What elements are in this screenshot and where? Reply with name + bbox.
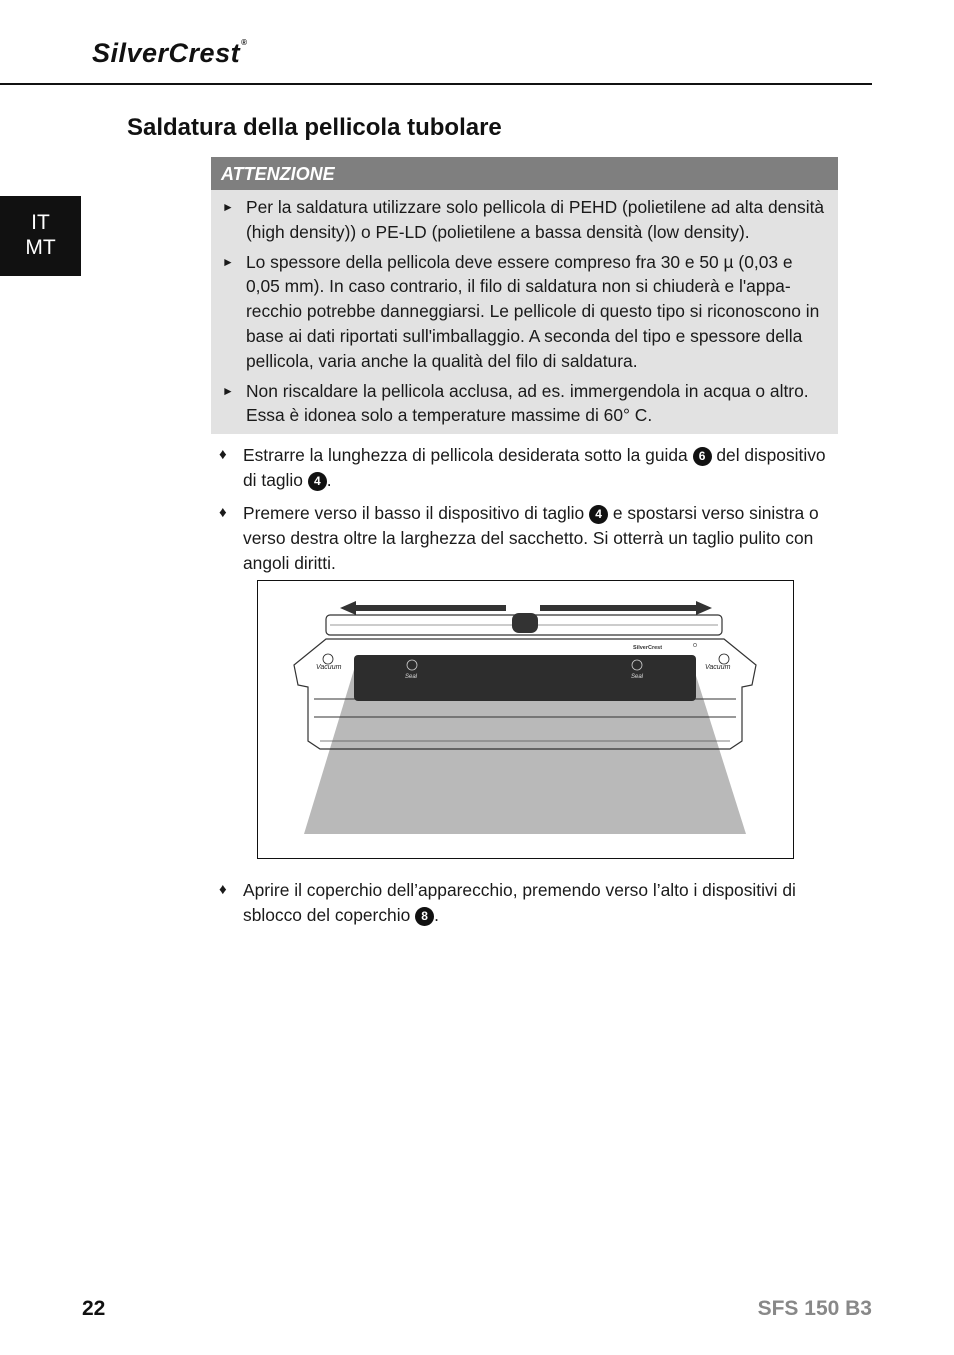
warning-item-text: Per la saldatura utilizzare solo pellicola di PEHD (polietilene ad alta densità (high density)) o PE-LD (polietilene a bassa densità (low density). — [246, 197, 825, 242]
part-number-badge: 4 — [308, 472, 327, 491]
language-code-it: IT — [31, 211, 50, 234]
section-title: Saldatura della pellicola tubolare — [127, 114, 502, 141]
instruction-step — [219, 878, 834, 928]
language-code-mt: MT — [25, 236, 56, 259]
step-text: Premere verso il basso il dispositivo di taglio — [243, 503, 590, 523]
part-number-badge: 4 — [589, 505, 608, 524]
part-number-badge: 6 — [693, 447, 712, 466]
hand-icon — [719, 654, 729, 664]
cutter-knob — [512, 613, 538, 633]
diamond-bullet-icon: ♦ — [219, 504, 227, 521]
instruction-step — [219, 443, 834, 493]
warning-item-text: Non riscaldare la pellicola acclusa, ad es. immergendola in acqua o altro. Essa è idonea solo a temperature massime di 60° C. — [246, 380, 809, 426]
indicator-light — [693, 643, 696, 646]
part-number-badge: 8 — [415, 907, 434, 926]
step-text: Aprire il coperchio dell’apparecchio, premendo verso l’alto i dispositivi di sblocco del coperchio — [243, 880, 796, 925]
warning-heading: ATTENZIONE — [211, 157, 838, 190]
step-text: . — [434, 904, 439, 925]
step-text: . — [326, 469, 332, 490]
arrow-left-icon — [340, 601, 356, 615]
warning-item — [211, 379, 838, 429]
registered-mark: ® — [241, 38, 248, 47]
step-text: del dispositivo di taglio — [243, 445, 826, 490]
seal-label-right: Seal — [631, 674, 644, 680]
vacuum-label-left: Vacuum — [316, 664, 342, 671]
warning-box — [211, 157, 838, 434]
header-divider — [0, 83, 872, 85]
warning-item-text: Lo spessore della pellicola deve essere compreso fra 30 e 50 µ (0,03 e 0,05 mm). In caso contrario, il filo di saldatura non si chiuderà e l'appa-recchio potrebbe danneggiarsi. Le pellicole di questo tipo si riconoscono in base ai dati riportati sull'imballaggio. A seconda del tipo e spessore della pellicola, varia anche la qualità del filo di saldatura. — [246, 251, 820, 371]
brand-text: SilverCrest — [92, 38, 241, 68]
brand-logo — [92, 38, 248, 69]
language-tab — [0, 196, 81, 276]
page-number: 22 — [82, 1297, 106, 1320]
step-text: e spostarsi verso sinistra o verso destra oltre la larghezza del sacchetto. Si otterrà un taglio pulito con angoli diritti. — [243, 503, 819, 573]
diamond-bullet-icon: ♦ — [219, 446, 227, 463]
warning-item — [211, 195, 838, 245]
arrow-bullet-icon: ► — [222, 200, 234, 214]
vacuum-label-right: Vacuum — [705, 664, 731, 671]
vacuum-sealer-drawing — [258, 581, 792, 857]
model-number: SFS 150 B3 — [757, 1297, 872, 1320]
diamond-bullet-icon: ♦ — [219, 881, 227, 898]
hand-icon — [323, 654, 333, 664]
warning-item — [211, 250, 838, 374]
instruction-step — [219, 501, 834, 575]
cutting-illustration — [257, 580, 794, 859]
arrow-bullet-icon: ► — [222, 254, 234, 269]
device-brand: SilverCrest — [633, 645, 663, 651]
step-text: Estrarre la lunghezza di pellicola desiderata sotto la guida — [243, 445, 693, 465]
seal-label-left: Seal — [405, 674, 418, 680]
arrow-right-icon — [696, 601, 712, 615]
arrow-bullet-icon: ► — [222, 383, 234, 398]
